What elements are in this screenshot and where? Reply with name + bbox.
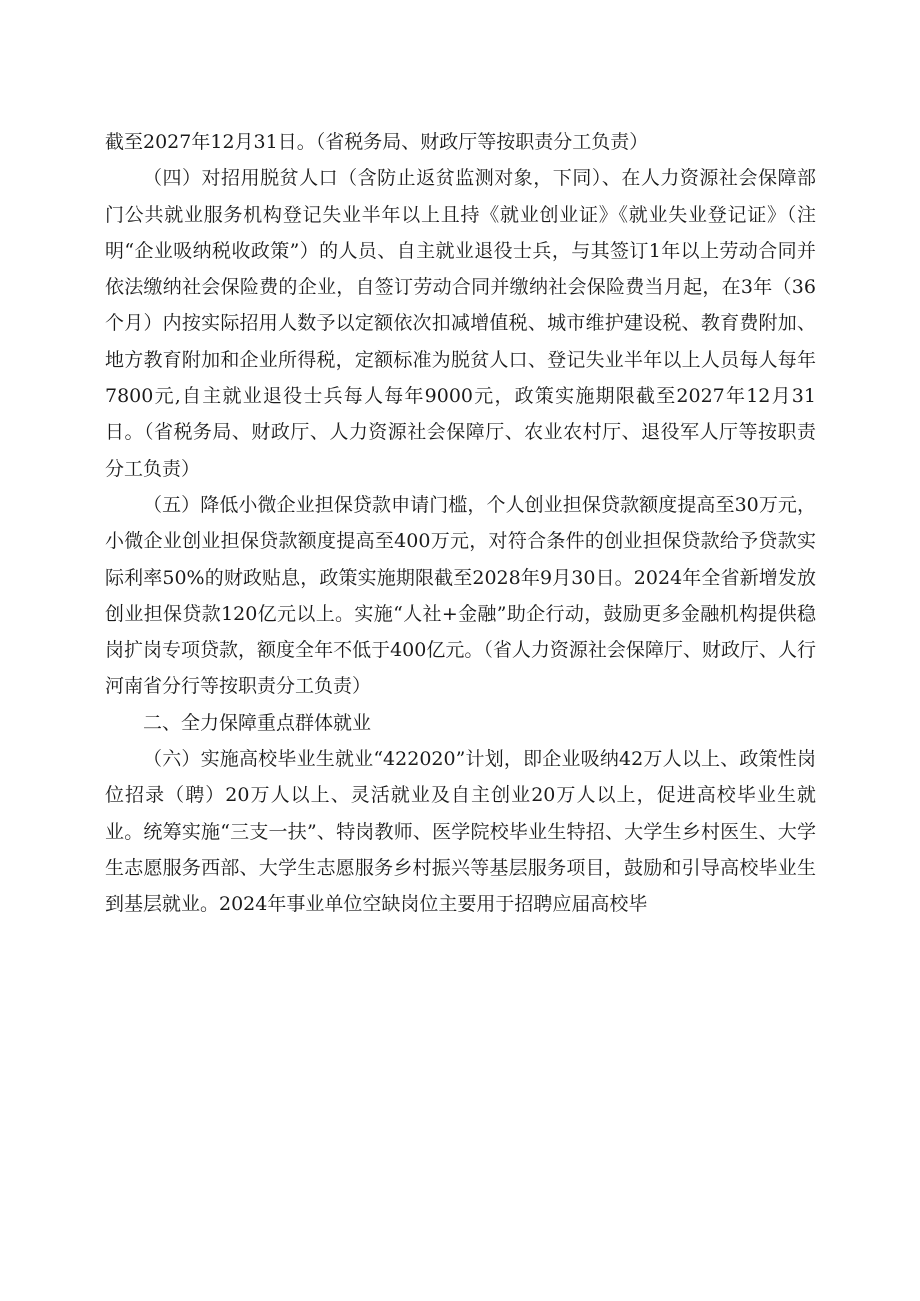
paragraph-item-5: （五）降低小微企业担保贷款申请门槛，个人创业担保贷款额度提高至30万元，小微企业创业担保贷款额度提高至400万元，对符合条件的创业担保贷款给予贷款实际利率50%的财政贴息，政策实施期限截至2028年9月30日。2024年全省新增发放创业担保贷款120亿元以上。实施“人社+金融”助企行动，鼓励更多金融机构提供稳岗扩岗专项贷款，额度全年不低于400亿元。（省人力资源社会保障厅、财政厅、人行河南省分行等按职责分工负责） (105, 493, 816, 698)
section-heading-2: 二、全力保障重点群体就业 (143, 711, 372, 734)
document-body (105, 124, 816, 923)
paragraph-item-4: （四）对招用脱贫人口（含防止返贫监测对象，下同）、在人力资源社会保障部门公共就业服务机构登记失业半年以上且持《就业创业证》《就业失业登记证》（注明“企业吸纳税收政策”）的人员、自主就业退役士兵，与其签订1年以上劳动合同并依法缴纳社会保险费的企业，自签订劳动合同并缴纳社会保险费当月起，在3年（36个月）内按实际招用人数予以定额依次扣减增值税、城市维护建设税、教育费附加、地方教育附加和企业所得税，定额标准为脱贫人口、登记失业半年以上人员每人每年7800元,自主就业退役士兵每人每年9000元，政策实施期限截至2027年12月31日。（省税务局、财政厅、人力资源社会保障厅、农业农村厅、退役军人厅等按职责分工负责） (105, 167, 816, 480)
paragraph-item-6: （六）实施高校毕业生就业“422020”计划，即企业吸纳42万人以上、政策性岗位招录（聘）20万人以上、灵活就业及自主创业20万人以上，促进高校毕业生就业。统筹实施“三支一扶”、特岗教师、医学院校毕业生特招、大学生乡村医生、大学生志愿服务西部、大学生志愿服务乡村振兴等基层服务项目，鼓励和引导高校毕业生到基层就业。2024年事业单位空缺岗位主要用于招聘应届高校毕 (105, 748, 816, 916)
paragraph-tax-deadline: 截至2027年12月31日。（省税务局、财政厅等按职责分工负责） (105, 131, 649, 153)
